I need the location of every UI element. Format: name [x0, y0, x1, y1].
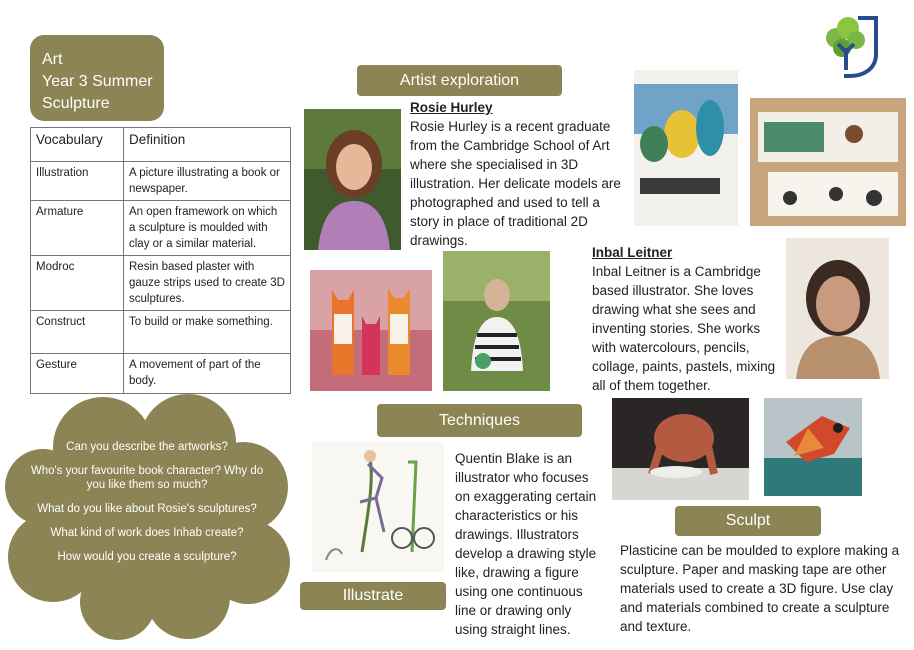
title-line-topic: Sculpture: [42, 95, 110, 112]
inbal-artwork-trees: [634, 70, 738, 226]
table-row: [31, 311, 291, 354]
question-item: Can you describe the artworks?: [66, 441, 228, 453]
quentin-blake-drawing: [312, 442, 444, 572]
table-row: [31, 201, 291, 256]
page-title: [30, 35, 164, 121]
column-header-definition: Definition: [124, 128, 291, 162]
table-row: [31, 354, 291, 394]
question-item: What kind of work does Inhab create?: [50, 527, 244, 539]
question-item: Who's your favourite book character? Why do you like them so much?: [30, 465, 264, 491]
question-item: How would you create a sculpture?: [57, 551, 237, 563]
vocab-definition: An open framework on which a sculpture is moulded with clay or a similar material.: [124, 201, 291, 256]
title-line-year: Year 3 Summer: [42, 73, 153, 90]
school-logo: [822, 14, 882, 78]
question-item: What do you like about Rosie's sculptures?: [37, 503, 257, 515]
table-header-row: [31, 128, 291, 162]
rosie-hurley-name: Rosie Hurley: [410, 100, 493, 115]
vocab-term: Gesture: [31, 354, 124, 394]
illustrate-heading: Illustrate: [300, 582, 446, 610]
vocab-definition: Resin based plaster with gauze strips used to create 3D sculptures.: [124, 256, 291, 311]
table-row: [31, 162, 291, 201]
rosie-sculpture-cats: [310, 270, 432, 391]
vocab-term: Illustration: [31, 162, 124, 201]
inbal-leitner-photo: [786, 238, 889, 379]
sculpture-photo-clay: [612, 398, 749, 500]
artist-exploration-heading: Artist exploration: [357, 65, 562, 96]
rosie-sculpture-figure: [443, 251, 550, 391]
vocab-definition: A movement of part of the body.: [124, 354, 291, 394]
questions-list: [30, 440, 264, 574]
inbal-leitner-section: [592, 243, 780, 395]
sculpt-description: Plasticine can be moulded to explore making a sculpture. Paper and masking tape are other materials used to create a 3D figure. Use clay and materials combined to create a sculpture and texture.: [620, 543, 900, 634]
vocab-definition: A picture illustrating a book or newspaper.: [124, 162, 291, 201]
sculpture-photo-figure: [764, 398, 862, 496]
sculpt-heading: Sculpt: [675, 506, 821, 536]
vocab-term: Armature: [31, 201, 124, 256]
vocab-term: Modroc: [31, 256, 124, 311]
vocabulary-table: [30, 127, 291, 394]
vocab-definition: To build or make something.: [124, 311, 291, 354]
table-row: [31, 256, 291, 311]
quentin-blake-description: Quentin Blake is an illustrator who focuses on exaggerating certain characteristics or his drawings. Illustrators develop a drawing style like, drawing a figure using one continuous line or drawing only using straight lines.: [455, 451, 597, 637]
inbal-artwork-collage: [750, 98, 906, 226]
column-header-vocabulary: Vocabulary: [31, 128, 124, 162]
techniques-heading: Techniques: [377, 404, 582, 437]
title-line-subject: Art: [42, 51, 63, 68]
inbal-leitner-description: Inbal Leitner is a Cambridge based illustrator. She loves drawing what she sees and inventing stories. She works with watercolours, pencils, collage, paints, pastels, mixing all of them together.: [592, 264, 776, 393]
rosie-hurley-photo: [304, 109, 401, 250]
rosie-hurley-section: [410, 98, 632, 250]
inbal-leitner-name: Inbal Leitner: [592, 245, 673, 260]
rosie-hurley-description: Rosie Hurley is a recent graduate from the Cambridge School of Art where she specialised in 3D illustration. Her delicate models are photographed and used to tell a story in place of traditional 2D drawings.: [410, 119, 621, 248]
vocab-term: Construct: [31, 311, 124, 354]
